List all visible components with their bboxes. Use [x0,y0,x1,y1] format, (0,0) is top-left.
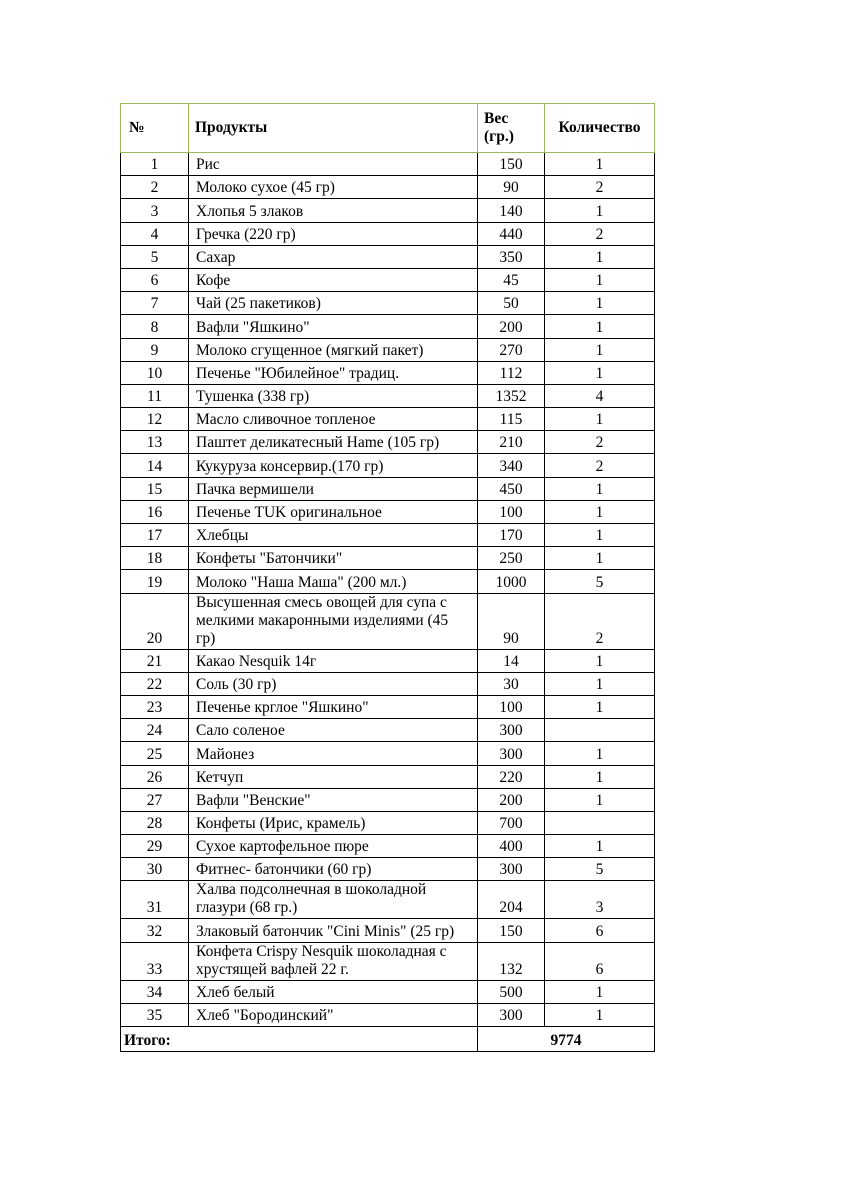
cell-number: 14 [121,454,189,477]
cell-product: Масло сливочное топленое [189,408,478,431]
cell-product: Высушенная смесь овощей для супа с мелкими макаронными изделиями (45 гр) [189,593,478,649]
cell-number: 13 [121,431,189,454]
table-row [121,292,655,315]
table-row [121,431,655,454]
cell-weight: 90 [478,176,545,199]
cell-product: Сахар [189,245,478,268]
table-row [121,338,655,361]
cell-product: Майонез [189,742,478,765]
table-row [121,593,655,649]
table-row [121,719,655,742]
cell-product: Кетчуп [189,765,478,788]
cell-weight: 14 [478,649,545,672]
cell-weight: 100 [478,500,545,523]
cell-quantity: 1 [545,672,655,695]
products-table [120,103,655,1052]
table-row [121,811,655,834]
cell-product: Хлебцы [189,524,478,547]
cell-number: 33 [121,942,189,980]
table-row [121,500,655,523]
cell-product: Сало соленое [189,719,478,742]
cell-number: 26 [121,765,189,788]
cell-weight: 150 [478,153,545,176]
table-row [121,222,655,245]
cell-weight: 200 [478,315,545,338]
header-number: № [121,104,189,153]
cell-quantity: 1 [545,361,655,384]
cell-quantity: 3 [545,881,655,919]
cell-product: Хлеб белый [189,980,478,1003]
cell-product: Конфеты "Батончики" [189,547,478,570]
cell-weight: 115 [478,408,545,431]
cell-quantity: 6 [545,919,655,942]
cell-quantity: 1 [545,477,655,500]
table-row [121,672,655,695]
table-row [121,835,655,858]
cell-weight: 45 [478,268,545,291]
cell-number: 18 [121,547,189,570]
cell-number: 3 [121,199,189,222]
cell-number: 34 [121,980,189,1003]
table-row [121,524,655,547]
cell-product: Вафли "Яшкино" [189,315,478,338]
cell-quantity [545,719,655,742]
cell-weight: 440 [478,222,545,245]
cell-product: Молоко "Наша Маша" (200 мл.) [189,570,478,593]
cell-quantity: 1 [545,199,655,222]
cell-quantity: 2 [545,593,655,649]
cell-number: 23 [121,695,189,718]
cell-quantity: 1 [545,524,655,547]
cell-number: 31 [121,881,189,919]
cell-number: 17 [121,524,189,547]
cell-product: Хлеб "Бородинский" [189,1003,478,1026]
cell-product: Молоко сгущенное (мягкий пакет) [189,338,478,361]
cell-quantity: 1 [545,408,655,431]
cell-product: Сухое картофельное пюре [189,835,478,858]
cell-quantity: 1 [545,292,655,315]
table-body [121,153,655,1027]
cell-product: Печенье крглое "Яшкино" [189,695,478,718]
table-row [121,454,655,477]
cell-quantity: 1 [545,500,655,523]
cell-weight: 300 [478,1003,545,1026]
cell-weight: 220 [478,765,545,788]
cell-product: Какао Nesquik 14г [189,649,478,672]
cell-product: Соль (30 гр) [189,672,478,695]
cell-number: 24 [121,719,189,742]
table-row [121,199,655,222]
cell-product: Печенье "Юбилейное" традиц. [189,361,478,384]
header-weight: Вес (гр.) [478,104,545,153]
cell-quantity: 1 [545,1003,655,1026]
cell-quantity [545,811,655,834]
table-row [121,788,655,811]
cell-product: Вафли "Венские" [189,788,478,811]
table-row [121,245,655,268]
cell-number: 6 [121,268,189,291]
cell-quantity: 6 [545,942,655,980]
cell-weight: 300 [478,858,545,881]
cell-number: 1 [121,153,189,176]
table-row [121,742,655,765]
cell-weight: 140 [478,199,545,222]
cell-weight: 270 [478,338,545,361]
cell-product: Халва подсолнечная в шоколадной глазури (68 гр.) [189,881,478,919]
table-row [121,315,655,338]
cell-weight: 400 [478,835,545,858]
cell-quantity: 1 [545,338,655,361]
total-weight: 9774 [478,1027,655,1052]
cell-product: Гречка (220 гр) [189,222,478,245]
table-row [121,858,655,881]
cell-quantity: 1 [545,742,655,765]
table-row [121,980,655,1003]
cell-weight: 30 [478,672,545,695]
cell-number: 8 [121,315,189,338]
cell-quantity: 1 [545,695,655,718]
table-row [121,176,655,199]
cell-weight: 1352 [478,384,545,407]
cell-number: 32 [121,919,189,942]
cell-quantity: 2 [545,222,655,245]
table-row [121,408,655,431]
cell-weight: 300 [478,719,545,742]
cell-product: Хлопья 5 злаков [189,199,478,222]
cell-quantity: 1 [545,835,655,858]
cell-weight: 100 [478,695,545,718]
total-label: Итого: [121,1027,478,1052]
cell-product: Конфета Crispy Nesquik шоколадная с хрустящей вафлей 22 г. [189,942,478,980]
cell-product: Молоко сухое (45 гр) [189,176,478,199]
cell-number: 15 [121,477,189,500]
cell-quantity: 2 [545,431,655,454]
cell-weight: 500 [478,980,545,1003]
cell-product: Кофе [189,268,478,291]
cell-product: Конфеты (Ирис, крамель) [189,811,478,834]
cell-weight: 112 [478,361,545,384]
cell-quantity: 1 [545,245,655,268]
cell-quantity: 1 [545,765,655,788]
cell-weight: 350 [478,245,545,268]
cell-quantity: 1 [545,315,655,338]
cell-weight: 132 [478,942,545,980]
cell-number: 19 [121,570,189,593]
table-row [121,153,655,176]
cell-quantity: 1 [545,547,655,570]
table-row [121,695,655,718]
header-product: Продукты [189,104,478,153]
cell-number: 5 [121,245,189,268]
cell-number: 21 [121,649,189,672]
table-row [121,881,655,919]
table-row [121,570,655,593]
cell-number: 11 [121,384,189,407]
cell-weight: 210 [478,431,545,454]
cell-product: Пачка вермишели [189,477,478,500]
cell-quantity: 1 [545,153,655,176]
cell-quantity: 5 [545,570,655,593]
cell-weight: 204 [478,881,545,919]
cell-number: 27 [121,788,189,811]
cell-number: 4 [121,222,189,245]
cell-product: Тушенка (338 гр) [189,384,478,407]
cell-product: Чай (25 пакетиков) [189,292,478,315]
cell-weight: 170 [478,524,545,547]
cell-product: Печенье TUK оригинальное [189,500,478,523]
cell-product: Паштет деликатесный Hame (105 гр) [189,431,478,454]
cell-number: 30 [121,858,189,881]
header-quantity: Количество [545,104,655,153]
cell-number: 25 [121,742,189,765]
cell-number: 20 [121,593,189,649]
cell-number: 16 [121,500,189,523]
cell-quantity: 1 [545,980,655,1003]
table-row [121,649,655,672]
cell-quantity: 5 [545,858,655,881]
cell-quantity: 1 [545,268,655,291]
table-row [121,1003,655,1026]
cell-weight: 340 [478,454,545,477]
table-row [121,919,655,942]
cell-quantity: 2 [545,454,655,477]
cell-weight: 250 [478,547,545,570]
cell-weight: 50 [478,292,545,315]
cell-quantity: 4 [545,384,655,407]
cell-number: 9 [121,338,189,361]
cell-number: 7 [121,292,189,315]
cell-weight: 450 [478,477,545,500]
table-row [121,477,655,500]
cell-number: 35 [121,1003,189,1026]
table-row [121,547,655,570]
cell-quantity: 1 [545,788,655,811]
cell-quantity: 1 [545,649,655,672]
cell-weight: 90 [478,593,545,649]
cell-number: 29 [121,835,189,858]
table-header-row [121,104,655,153]
cell-number: 12 [121,408,189,431]
cell-product: Кукуруза консервир.(170 гр) [189,454,478,477]
cell-weight: 200 [478,788,545,811]
cell-product: Злаковый батончик "Cini Minis" (25 гр) [189,919,478,942]
cell-product: Рис [189,153,478,176]
table-row [121,361,655,384]
table-row [121,942,655,980]
table-row [121,268,655,291]
cell-product: Фитнес- батончики (60 гр) [189,858,478,881]
cell-number: 2 [121,176,189,199]
total-row [121,1027,655,1052]
cell-weight: 1000 [478,570,545,593]
table-row [121,384,655,407]
cell-number: 28 [121,811,189,834]
cell-weight: 700 [478,811,545,834]
table-row [121,765,655,788]
cell-weight: 300 [478,742,545,765]
cell-number: 10 [121,361,189,384]
cell-quantity: 2 [545,176,655,199]
cell-number: 22 [121,672,189,695]
cell-weight: 150 [478,919,545,942]
